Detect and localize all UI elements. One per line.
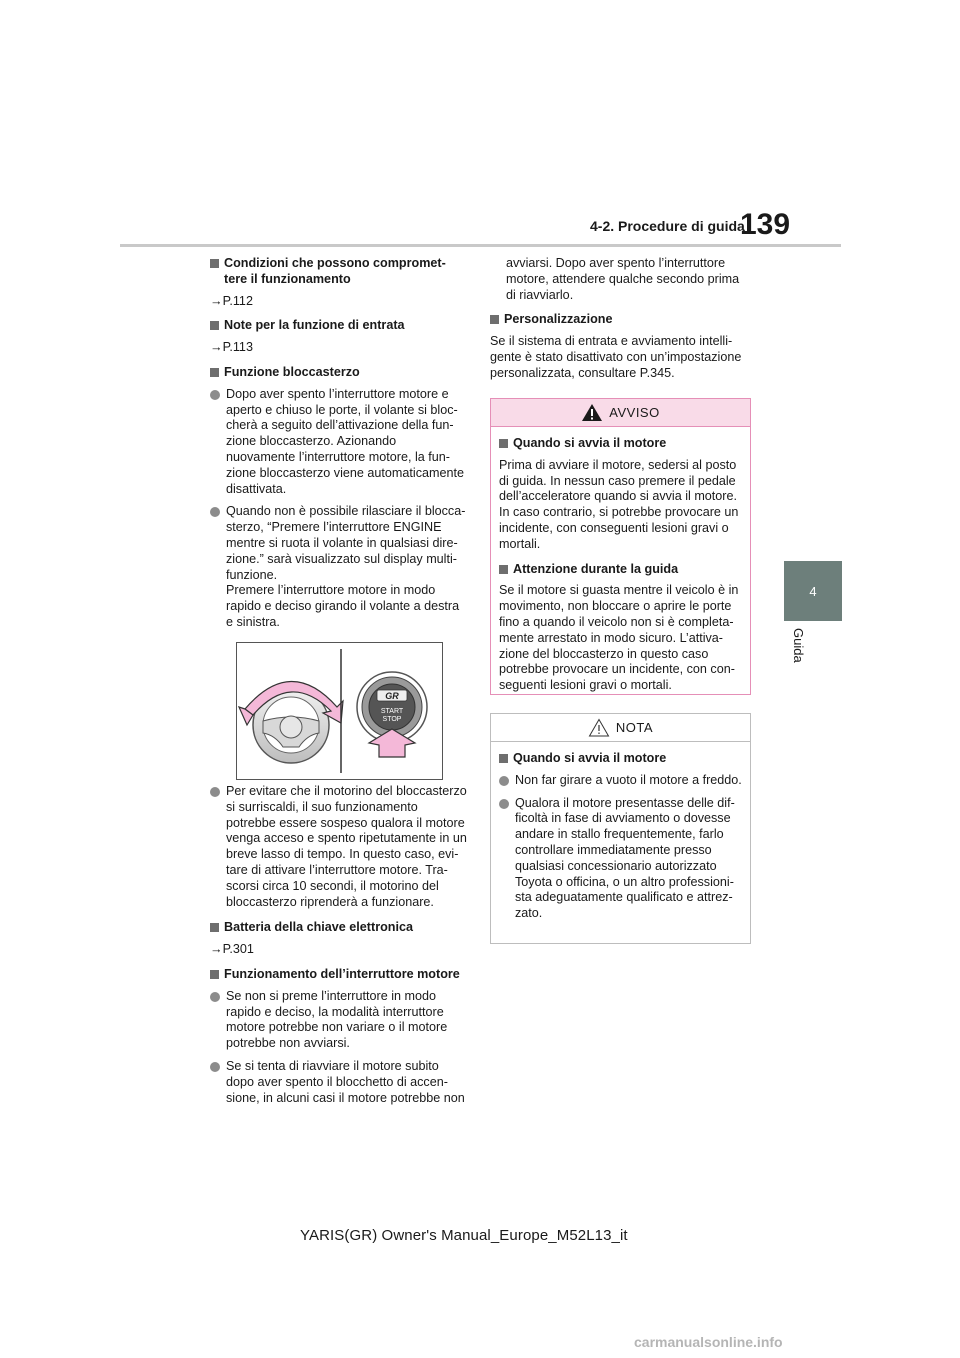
list-item: Per evitare che il motorino del bloccasterzo si surriscaldi, il suo funzionamento potrebbe essere sospeso qualora il motore venga acceso e spento ripetutamente in un breve lasso di tempo. In questo caso, evi-tare di attivare l’interruttore motore. Tra-scorsi circa 10 secondi, il motorino del bloccasterzo riprenderà a funzionare.	[210, 784, 468, 910]
warning-body	[491, 427, 750, 707]
list-item: Se non si preme l’interruttore in modo rapido e deciso, la modalità interruttore motore potrebbe non variare o il motore potrebbe non avviarsi.	[210, 989, 468, 1052]
square-bullet-icon	[499, 754, 508, 763]
heading-starting-engine: Quando si avvia il motore	[499, 436, 742, 452]
right-column	[490, 256, 752, 389]
list-item: Dopo aver spento l’interruttore motore e aperto e chiuso le porte, il volante si bloc-cherà a seguito dell’attivazione della fun-zione bloccasterzo. Azionando nuovamente l’interruttore motore, la fun-zione bloccasterzo viene automaticamente disattivata.	[210, 387, 468, 498]
square-bullet-icon	[490, 315, 499, 324]
heading-caution-driving: Attenzione durante la guida	[499, 562, 742, 578]
square-bullet-icon	[499, 565, 508, 574]
note-header	[491, 714, 750, 742]
bullet-dot-icon	[210, 787, 220, 797]
watermark: carmanualsonline.info	[634, 1334, 783, 1350]
note-body	[491, 742, 750, 935]
square-bullet-icon	[210, 970, 219, 979]
left-column-lower	[210, 784, 468, 1113]
square-bullet-icon	[210, 923, 219, 932]
heading-engine-switch: Funzionamento dell’interruttore motore	[210, 967, 468, 983]
steering-lock-illustration	[236, 642, 443, 780]
chapter-tab: 4	[784, 561, 842, 621]
warning-triangle-icon	[581, 403, 603, 422]
list-item: Se si tenta di riavviare il motore subito dopo aver spento il blocchetto di accen-sione, in alcuni casi il motore potrebbe non	[210, 1059, 468, 1106]
header-divider	[120, 244, 841, 247]
page-number: 139	[740, 208, 791, 241]
continued-text: avviarsi. Dopo aver spento l’interruttore motore, attendere qualche secondo prima di riavviarlo.	[506, 256, 740, 302]
caution-outline-icon	[588, 718, 610, 737]
warning-box	[490, 398, 751, 695]
heading-customization: Personalizzazione	[490, 312, 752, 328]
bullet-dot-icon	[499, 799, 509, 809]
list-item: Quando non è possibile rilasciare il blocca-sterzo, “Premere l’interruttore ENGINE mentre si ruota il volante in qualsiasi dire-zione.” sarà visualizzato sul display multi-funzione. Premere l’interruttore motore in modo rapido e deciso girando il volante a destra e sinistra.	[210, 504, 468, 630]
bullet-dot-icon	[210, 390, 220, 400]
note-box	[490, 713, 751, 944]
bullet-dot-icon	[210, 507, 220, 517]
manual-footer: YARIS(GR) Owner's Manual_Europe_M52L13_it	[300, 1227, 628, 1244]
square-bullet-icon	[210, 321, 219, 330]
page-reference[interactable]: →P.113	[210, 340, 253, 355]
page-reference[interactable]: →P.301	[210, 942, 254, 957]
bullet-dot-icon	[210, 992, 220, 1002]
warning-header	[491, 399, 750, 427]
list-item: Qualora il motore presentasse delle dif-ficoltà in fase di avviamento o dovesse andare in stallo frequentemente, farlo controllare immediatamente presso qualsiasi concessionario autorizzato Toyota o officina, o un altro professioni-sta adeguatamente qualificato e attrez-zato.	[499, 796, 742, 922]
chapter-label: Guida	[791, 628, 806, 663]
customization-text: Se il sistema di entrata e avviamento intelli-gente è stato disattivato con un’impostazione personalizzata, consultare P.345.	[490, 334, 742, 380]
start-label: START	[380, 708, 404, 715]
left-column	[210, 256, 468, 638]
page-reference[interactable]: →P.112	[210, 293, 253, 308]
heading-steering-lock: Funzione bloccasterzo	[210, 365, 468, 381]
heading-key-battery: Batteria della chiave elettronica	[210, 920, 468, 936]
heading-entry-notes: Note per la funzione di entrata	[210, 318, 468, 334]
bullet-dot-icon	[210, 1062, 220, 1072]
square-bullet-icon	[499, 439, 508, 448]
warning-paragraph: Prima di avviare il motore, sedersi al posto di guida. In nessun caso premere il pedale dell’acceleratore quando si avvia il motore. In caso contrario, si potrebbe provocare un incidente, con conseguenti lesioni gravi o mortali.	[499, 457, 739, 551]
stop-label: STOP	[382, 716, 402, 723]
warning-paragraph: Se il motore si guasta mentre il veicolo è in movimento, non bloccare o aprire le porte fino a quando il veicolo non si è completa-mente arrestato in modo sicuro. L’attiva-zione del bloccasterzo in questo caso potrebbe provocare un incidente, con con-seguenti lesioni gravi o mortali.	[499, 583, 739, 693]
section-title: 4-2. Procedure di guida	[590, 218, 745, 234]
square-bullet-icon	[210, 259, 219, 268]
warning-title: AVVISO	[609, 404, 660, 420]
heading-starting-engine-note: Quando si avvia il motore	[499, 751, 742, 767]
heading-operating-conditions: Condizioni che possono compromet-tere il funzionamento	[210, 256, 468, 288]
list-item: Non far girare a vuoto il motore a freddo.	[499, 773, 742, 789]
square-bullet-icon	[210, 368, 219, 377]
note-title: NOTA	[615, 719, 654, 735]
bullet-dot-icon	[499, 776, 509, 786]
steering-wheel-start-button-drawing	[237, 643, 442, 779]
gr-badge: GR	[385, 691, 399, 701]
